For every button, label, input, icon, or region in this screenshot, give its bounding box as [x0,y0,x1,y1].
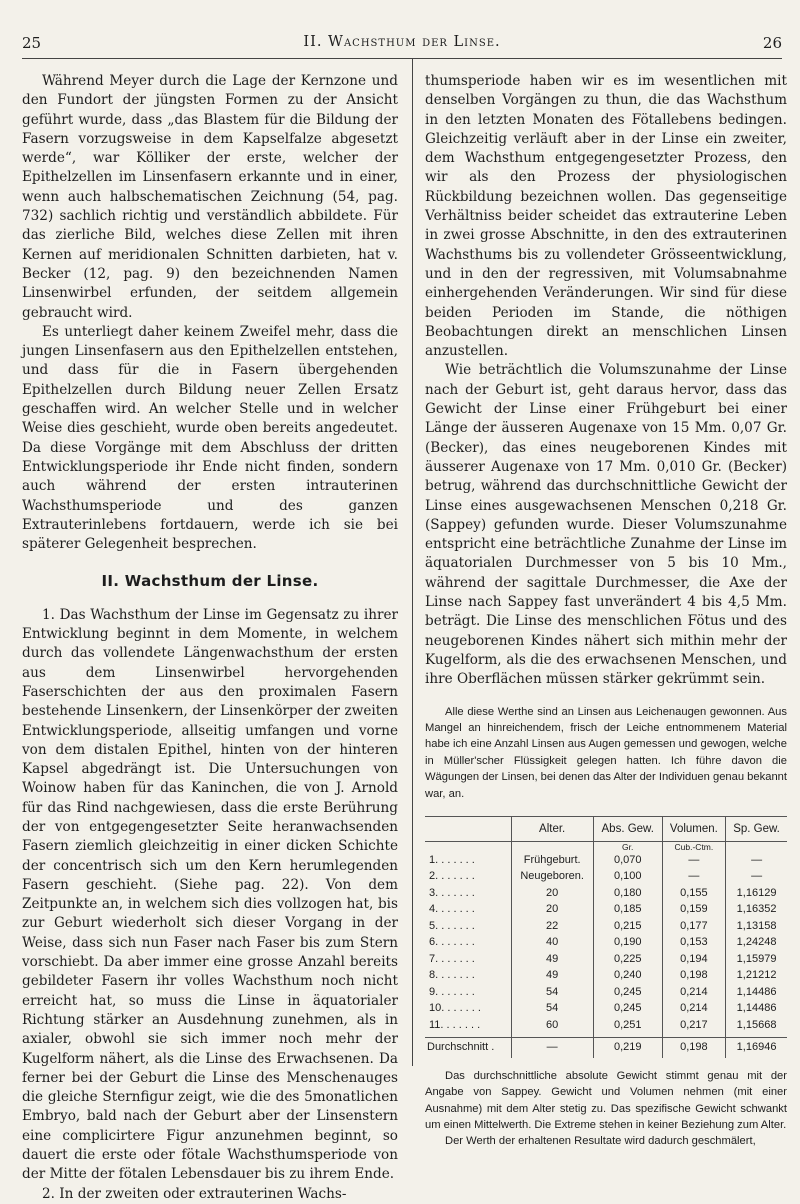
table-cell: 0,198 [662,1038,725,1058]
table-header-cell: Volumen. [662,816,725,841]
table-cell: 60 [511,1017,593,1038]
table-cell: — [726,852,787,869]
table-cell: 0,159 [662,902,725,919]
table-cell: 49 [511,968,593,985]
table-cell: — [662,869,725,886]
table-cell: 2. . . . . . . [425,869,511,886]
header-rule [22,58,782,59]
table-cell: Durchschnitt . [425,1038,511,1058]
table-header-cell: Sp. Gew. [726,816,787,841]
unit-cell: Cub.-Ctm. [662,842,725,853]
table-cell: 0,245 [593,984,662,1001]
table-row [425,852,787,869]
table-cell: — [511,1038,593,1058]
page-number-right: 26 [762,34,782,52]
lens-weight-table [425,816,787,1058]
left-column [22,72,398,1204]
note-paragraph: Das durchschnittliche absolute Gewicht stimmt genau mit der Angabe von Sappey. Gewicht und Volumen nehmen (mit einer Ausnahme) mit dem Alter stetig zu. Das spezifische Gewicht schwankt um einen Mittelwerth. Die Extreme stehen in keiner Beziehung zum Alter. [425,1069,787,1132]
paragraph: thumsperiode haben wir es im wesentlichen mit denselben Vorgängen zu thun, die das Wachsthum in den letzten Monaten des Fötallebens bedingen. Gleichzeitig verläuft aber in der Linse ein zweiter, dem Wachsthum entgegengesetzter Prozess, den wir als den Prozess der physiologischen Rückbildung bezeichnen wollen. Das gegenseitige Verhältniss beider scheidet das extrauterine Leben in zwei grosse Abschnitte, in den des extrauterinen Wachsthums bis zu vollendeter Grösseentwicklung, und in den der regressiven, mit Volumsabnahme einhergehenden Veränderungen. Wir sind für diese beiden Perioden im Stande, die nöthigen Beobachtungen direkt an menschlichen Linsen anzustellen. [425,73,787,360]
table-row [425,951,787,968]
table-cell: Neugeboren. [511,869,593,886]
table-cell: 22 [511,918,593,935]
table-cell: 0,155 [662,885,725,902]
table-cell: 1,16352 [726,902,787,919]
table-cell: 0,245 [593,1001,662,1018]
table-cell: Frühgeburt. [511,852,593,869]
table-cell: 0,177 [662,918,725,935]
paragraph: Es unterliegt daher keinem Zweifel mehr, dass die jungen Linsenfasern aus den Epithelzellen entstehen, und dass für die in Fasern übergehenden Epithelzellen durch Bildung neuer Zellen Ersatz geschaffen wird. An welcher Stelle und in welcher Weise dies geschieht, wurde oben bereits angedeutet. Da diese Vorgänge mit dem Abschluss der dritten Entwicklungsperiode ihr Ende nicht finden, sondern auch während der ersten intrauterinen Wachsthumsperiode und des ganzen Extrauterinlebens fortdauern, werde ich sie bei späterer Gelegenheit besprechen. [22,323,398,553]
table-cell: 6. . . . . . . [425,935,511,952]
table-cell: 8. . . . . . . [425,968,511,985]
table-cell: 1,14486 [726,984,787,1001]
table-cell: 10. . . . . . . [425,1001,511,1018]
table-cell: 0,251 [593,1017,662,1038]
table-cell: 54 [511,984,593,1001]
table-cell: 7. . . . . . . [425,951,511,968]
table-cell: 20 [511,885,593,902]
table-cell: 1,15979 [726,951,787,968]
section-heading: II. Wachsthum der Linse. [101,572,319,591]
table-cell: 0,185 [593,902,662,919]
table-cell: 0,153 [662,935,725,952]
table-cell: 0,180 [593,885,662,902]
table-header-cell [425,816,511,841]
table-cell: 9. . . . . . . [425,984,511,1001]
paragraph: 1. Das Wachsthum der Linse im Gegensatz zu ihrer Entwicklung beginnt in dem Momente, in welchem durch das vollendete Längenwachsthum der ersten aus dem Linsenwirbel hervorgehenden Faserschichten der aus den proximalen Fasern bestehende Linsenkern, der Linsenkörper der zweiten Entwicklungsperiode, allseitig umfangen und vorne von dem distalen Epithel, hinten von der hinteren Kapsel abgedrängt ist. Die Untersuchungen von Woinow haben für das Kaninchen, die von J. Arnold für das Rind nachgewiesen, dass die erste Berührung der von entgegengesetzter Seite heranwachsenden Fasern ziemlich gleichzeitig in einer dicken Schichte der concentrisch sich um den Kern herumlegenden Fasern geschieht. (Siehe pag. 22). Von dem Zeitpunkte an, in welchem sich dies vollzogen hat, bis zur Geburt wiederholt sich dieser Vorgang in der Weise, dass sich nun Faser nach Faser bis zum Stern vorschiebt. Da aber immer eine grosse Anzahl bereits gebildeter Fasern ihr volles Wachsthum noch nicht erreicht hat, so muss die Linse in äquatorialer Richtung stärker an Ausdehnung zunehmen, als in axialer, obwohl sie sich immer noch mehr der Kugelform nähert, als die Linse des Erwachsenen. Da ferner bei der Geburt die Linse des Menschenauges die gleiche Sternfigur zeigt, wie die des 5monatlichen Embryo, bald nach der Geburt aber der Linsenstern eine complicirtere Figur anzunehmen beginnt, so dauert die erste oder fötale Wachsthumsperiode von der Mitte der fötalen Lebensdauer bis zu ihrem Ende. [22,606,398,1183]
table-row [425,984,787,1001]
table-cell: 20 [511,902,593,919]
running-header [22,34,782,54]
table-row [425,1001,787,1018]
table-row [425,869,787,886]
table-cell: 0,070 [593,852,662,869]
table-cell: 5. . . . . . . [425,918,511,935]
table-cell: 1,24248 [726,935,787,952]
running-title: II. Wachsthum der Linse. [303,34,501,50]
table-cell: 4. . . . . . . [425,902,511,919]
table-row [425,918,787,935]
column-divider [412,58,413,1066]
table-row [425,885,787,902]
table-cell: 54 [511,1001,593,1018]
table-header-row [425,816,787,841]
unit-cell [726,842,787,853]
paragraph: Wie beträchtlich die Volumszunahme der Linse nach der Geburt ist, geht daraus hervor, dass das Gewicht der Linse einer Frühgeburt bei einer Länge der äusseren Augenaxe von 15 Mm. 0,07 Gr. (Becker), das eines neugeborenen Kindes mit äusserer Augenaxe von 17 Mm. 0,010 Gr. (Becker) betrug, während das durchschnittliche Gewicht der Linse eines ausgewachsenen Menschen 0,218 Gr. (Sappey) gefunden wurde. Dieser Volumszunahme entspricht eine beträchtliche Zunahme der Linse im äquatorialen Durchmesser von 5 bis 10 Mm., während der sagittale Durchmesser, die Axe der Linse nach Sappey fast unverändert 4 bis 4,5 Mm. beträgt. Die Linse des menschlichen Fötus und des neugeborenen Kindes nähert sich mithin mehr der Kugelform, als die des erwachsenen Menschen, und ihre Oberflächen müssen stärker gekrümmt sein. [425,362,787,688]
table-cell: 1,14486 [726,1001,787,1018]
table-average-row [425,1038,787,1058]
table-row [425,935,787,952]
note-paragraph: Der Werth der erhaltenen Resultate wird dadurch geschmälert, [445,1135,756,1148]
unit-cell [511,842,593,853]
right-column [425,72,787,1150]
table-cell: 0,219 [593,1038,662,1058]
note-paragraph: Alle diese Werthe sind an Linsen aus Leichenaugen gewonnen. Aus Mangel an hinreichendem, frisch der Leiche entnommenem Material habe ich eine Anzahl Linsen aus Augen gemessen und gewogen, welche in Müller'scher Flüssigkeit gelegen hatten. Ich führe davon die Wägungen der Linsen, bei denen das Alter der Individuen genau bekannt war, an. [425,705,787,800]
table-cell: 0,198 [662,968,725,985]
table-cell: 0,214 [662,984,725,1001]
table-cell: 11. . . . . . . [425,1017,511,1038]
table-cell: 1,15668 [726,1017,787,1038]
table-cell: — [726,869,787,886]
table-cell: 0,215 [593,918,662,935]
unit-cell: Gr. [593,842,662,853]
footnote-block [425,704,787,1150]
table-cell: 1. . . . . . . [425,852,511,869]
table-row [425,968,787,985]
table-cell: 0,225 [593,951,662,968]
table-cell: 0,217 [662,1017,725,1038]
table-cell: 40 [511,935,593,952]
table-row [425,902,787,919]
page-number-left: 25 [22,34,42,52]
table-cell: 1,16946 [726,1038,787,1058]
table-header-cell: Abs. Gew. [593,816,662,841]
table-cell: 0,190 [593,935,662,952]
paragraph: 2. In der zweiten oder extrauterinen Wachs- [42,1185,347,1202]
table-cell: — [662,852,725,869]
unit-cell [425,842,511,853]
table-cell: 0,100 [593,869,662,886]
table-cell: 0,240 [593,968,662,985]
table-cell: 0,214 [662,1001,725,1018]
table-units-row [425,842,787,853]
table-header-cell: Alter. [511,816,593,841]
table-cell: 0,194 [662,951,725,968]
table-cell: 1,21212 [726,968,787,985]
table-cell: 3. . . . . . . [425,885,511,902]
table-cell: 1,13158 [726,918,787,935]
table-cell: 1,16129 [726,885,787,902]
table-cell: 49 [511,951,593,968]
table-row [425,1017,787,1038]
paragraph: Während Meyer durch die Lage der Kernzone und den Fundort der jüngsten Formen zu der Ansicht geführt wurde, dass „das Blastem für die Bildung der Fasern vorzugsweise in dem Kapselfalze abgesetzt werde“, war Kölliker der erste, welcher der Epithelzellen im Linsenfasern erkannte und in einer, wenn auch halbschematischen Zeichnung (54, pag. 732) sachlich richtig und verständlich abbildete. Für das zierliche Bild, welches diese Zellen mit ihren Kernen auf meridionalen Schnitten darbieten, hat v. Becker (12, pag. 9) den bezeichnenden Namen Linsenwirbel erfunden, der seitdem allgemein gebraucht wird. [22,73,398,321]
